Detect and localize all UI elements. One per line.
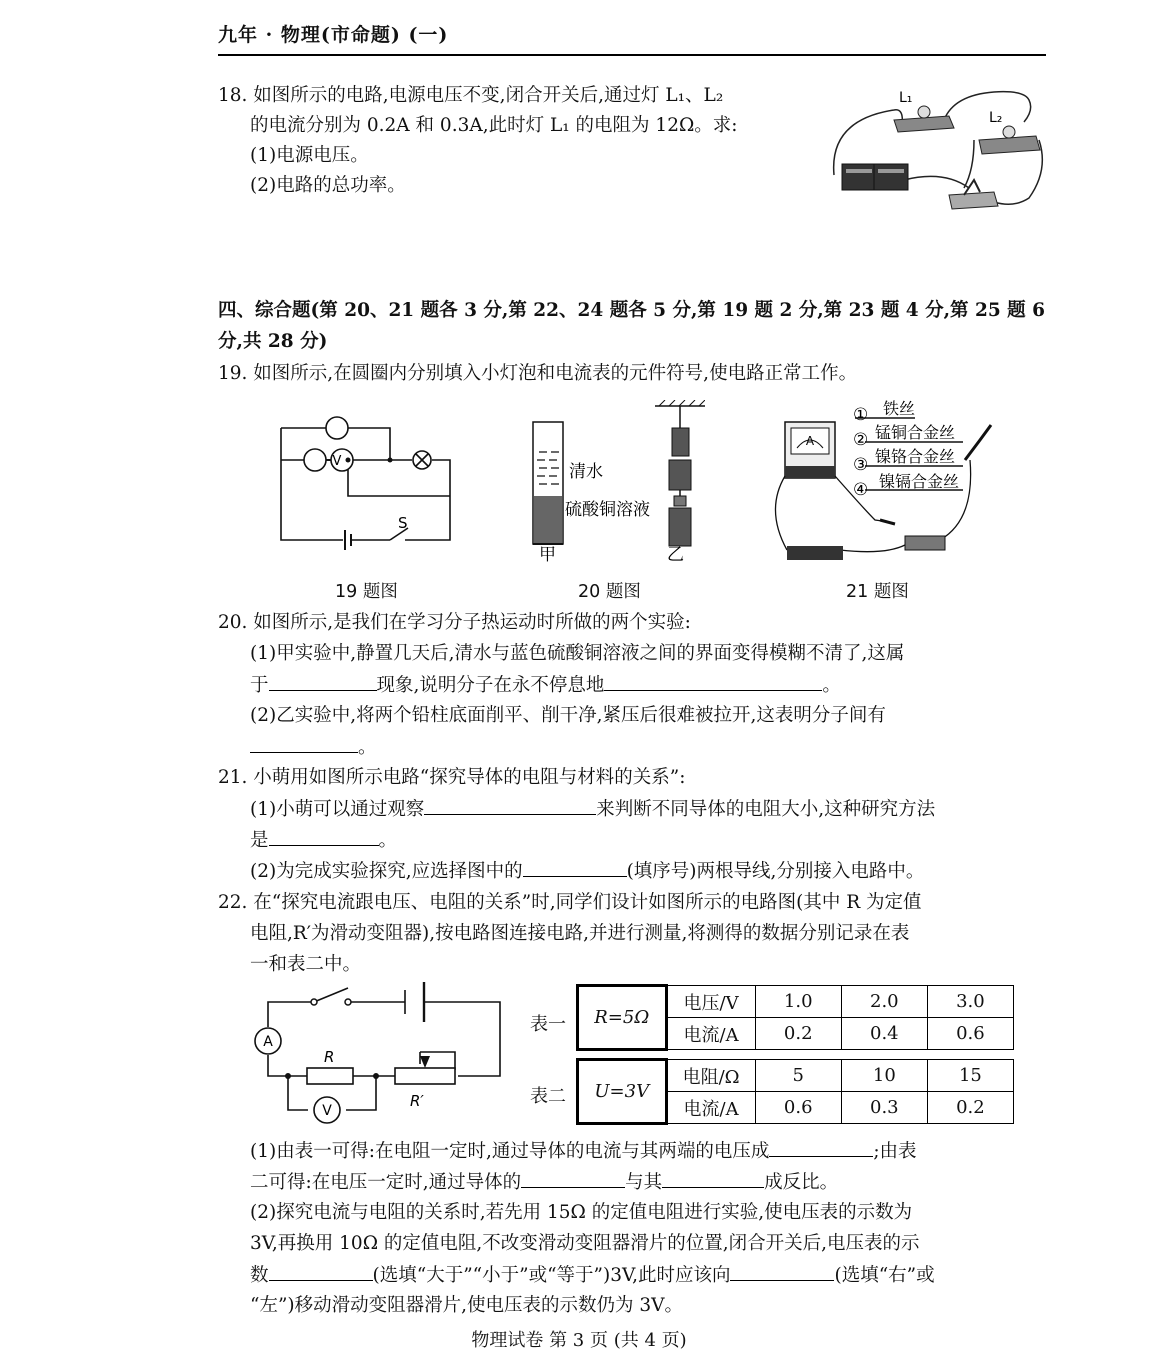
answer-blank[interactable] xyxy=(269,672,377,691)
q22-p2-a: 二可得:在电压一定时,通过导体的 xyxy=(250,1172,522,1193)
fig21-wire-3-name: 镍铬合金丝 xyxy=(875,447,956,466)
table-cell: 0.6 xyxy=(755,1092,841,1124)
table1-condition: R=5Ω xyxy=(578,986,667,1050)
q22-line-1: 22. 在“探究电流跟电压、电阻的关系”时,同学们设计如图所示的电路图(其中 R 为定值 xyxy=(218,892,922,913)
fig21-wire-4-num: ④ xyxy=(853,480,869,500)
q22-part1-line-2 xyxy=(250,1169,838,1196)
fig20-solution-label: 硫酸铜溶液 xyxy=(565,500,650,520)
q21-experiment-figure xyxy=(765,400,1000,568)
section4-line-1: 四、综合题(第 20、21 题各 3 分,第 22、24 题各 5 分,第 19 题 2 分,第 23 题 4 分,第 25 题 6 xyxy=(218,300,1045,321)
table-cell: 电压/V xyxy=(666,986,755,1018)
table-row xyxy=(578,986,1014,1018)
q21-line-3-b: 。 xyxy=(378,830,398,851)
fig18-l1-label: L₁ xyxy=(899,90,913,106)
table-cell: 1.0 xyxy=(755,986,841,1018)
fig22-resistor-label: R xyxy=(324,1048,335,1066)
fig21-caption: 21 题图 xyxy=(846,582,909,602)
q22-p5-a: 数 xyxy=(250,1265,269,1286)
q21-line-4-a: (2)为完成实验探究,应选择图中的 xyxy=(250,861,523,882)
table-cell: 0.3 xyxy=(841,1092,927,1124)
answer-blank[interactable] xyxy=(250,734,358,753)
q19-circuit-figure xyxy=(270,408,460,553)
table-row xyxy=(578,1060,1014,1092)
fig21-wire-3-num: ③ xyxy=(853,455,869,475)
table2-label: 表二 xyxy=(530,1086,566,1107)
answer-blank[interactable] xyxy=(269,827,379,846)
fig20-yi-label: 乙 xyxy=(667,545,684,562)
fig21-wire-1-num: ① xyxy=(853,405,869,425)
fig20-water-label: 清水 xyxy=(569,462,603,482)
table1-label: 表一 xyxy=(530,1014,566,1035)
q20-line-5-end: 。 xyxy=(358,737,377,758)
answer-blank[interactable] xyxy=(604,672,822,691)
answer-blank[interactable] xyxy=(662,1169,764,1188)
fig19-voltmeter-label: V xyxy=(332,454,342,469)
table-cell: 电流/A xyxy=(666,1018,755,1050)
answer-blank[interactable] xyxy=(521,1169,625,1188)
q18-line-1: 18. 如图所示的电路,电源电压不变,闭合开关后,通过灯 L₁、L₂ xyxy=(218,85,724,106)
table-cell: 0.4 xyxy=(841,1018,927,1050)
answer-blank[interactable] xyxy=(424,796,596,815)
table2-condition: U=3V xyxy=(578,1060,667,1124)
q22-p1-b: ;由表 xyxy=(873,1141,917,1162)
q20-line-4: (2)乙实验中,将两个铅柱底面削平、削干净,紧压后很难被拉开,这表明分子间有 xyxy=(250,705,886,726)
q19-line-1: 19. 如图所示,在圆圈内分别填入小灯泡和电流表的元件符号,使电路正常工作。 xyxy=(218,363,858,384)
q22-part2-line-3 xyxy=(250,1262,935,1289)
header-rule xyxy=(218,54,1046,56)
q21-line-3-a: 是 xyxy=(250,830,269,851)
q20-line-2: (1)甲实验中,静置几天后,清水与蓝色硫酸铜溶液之间的界面变得模糊不清了,这属 xyxy=(250,643,905,664)
table-cell: 3.0 xyxy=(927,986,1013,1018)
q20-line-3 xyxy=(250,672,841,699)
fig20-caption: 20 题图 xyxy=(578,582,641,602)
page-header: 九年 · 物理(市命题) (一) xyxy=(218,24,449,46)
q20-line-3-a: 于 xyxy=(250,675,269,696)
q20-line-5 xyxy=(250,734,377,761)
q22-p5-b: (选填“大于”“小于”或“等于”)3V,此时应该向 xyxy=(372,1265,731,1286)
q22-part2-line-2: 3V,再换用 10Ω 的定值电阻,不改变滑动变阻器滑片的位置,闭合开关后,电压表的示 xyxy=(250,1233,920,1254)
q22-part2-line-1: (2)探究电流与电阻的关系时,若先用 15Ω 的定值电阻进行实验,使电压表的示数为 xyxy=(250,1202,913,1223)
fig21-wire-2-name: 锰铜合金丝 xyxy=(875,423,956,442)
table1 xyxy=(576,984,1014,1051)
q21-line-2 xyxy=(250,796,935,823)
q22-p5-c: (选填“右”或 xyxy=(834,1265,935,1286)
table-cell: 0.2 xyxy=(755,1018,841,1050)
table2 xyxy=(576,1058,1014,1125)
answer-blank[interactable] xyxy=(730,1262,834,1281)
q22-line-3: 一和表二中。 xyxy=(250,954,362,975)
q22-part2-line-4: “左”)移动滑动变阻器滑片,使电压表的示数仍为 3V。 xyxy=(250,1295,684,1316)
fig21-wire-4-name: 镍镉合金丝 xyxy=(879,472,960,491)
table-cell: 0.2 xyxy=(927,1092,1013,1124)
q18-circuit-figure xyxy=(824,80,1050,218)
table-cell: 2.0 xyxy=(841,986,927,1018)
answer-blank[interactable] xyxy=(769,1138,873,1157)
q21-line-4 xyxy=(250,858,924,885)
section4-line-2: 分,共 28 分) xyxy=(218,331,328,352)
q21-line-2-b: 来判断不同导体的电阻大小,这种研究方法 xyxy=(596,799,936,820)
answer-blank[interactable] xyxy=(269,1262,373,1281)
q20-experiment-figure xyxy=(525,400,705,562)
fig22-voltmeter-label: V xyxy=(322,1103,332,1119)
q22-p2-c: 成反比。 xyxy=(764,1172,839,1193)
fig22-ammeter-label: A xyxy=(263,1034,273,1050)
q21-line-3 xyxy=(250,827,397,854)
table-cell: 5 xyxy=(755,1060,841,1092)
q18-line-3: (1)电源电压。 xyxy=(250,145,369,166)
fig21-ammeter-label: A xyxy=(805,434,815,448)
table-cell: 10 xyxy=(841,1060,927,1092)
page-footer: 物理试卷 第 3 页 (共 4 页) xyxy=(471,1330,687,1351)
q21-line-4-b: (填序号)两根导线,分别接入电路中。 xyxy=(626,861,925,882)
q18-line-4: (2)电路的总功率。 xyxy=(250,175,406,196)
fig20-jia-label: 甲 xyxy=(539,545,556,562)
q21-line-1: 21. 小萌用如图所示电路“探究导体的电阻与材料的关系”: xyxy=(218,767,686,788)
table-cell: 电阻/Ω xyxy=(666,1060,755,1092)
q22-part1-line-1 xyxy=(250,1138,917,1165)
q22-p2-b: 与其 xyxy=(625,1172,663,1193)
fig19-caption: 19 题图 xyxy=(335,582,398,602)
fig22-rheostat-label: R′ xyxy=(410,1092,424,1110)
fig21-wire-1-name: 铁丝 xyxy=(883,400,916,418)
q21-line-2-a: (1)小萌可以通过观察 xyxy=(250,799,425,820)
table-cell: 15 xyxy=(927,1060,1013,1092)
table-cell: 电流/A xyxy=(666,1092,755,1124)
q20-line-1: 20. 如图所示,是我们在学习分子热运动时所做的两个实验: xyxy=(218,612,691,633)
table-cell: 0.6 xyxy=(927,1018,1013,1050)
fig19-switch-label: S xyxy=(398,514,408,532)
q20-line-3-b: 现象,说明分子在永不停息地 xyxy=(376,675,605,696)
q22-line-2: 电阻,R′为滑动变阻器),按电路图连接电路,并进行测量,将测得的数据分别记录在表 xyxy=(250,923,910,944)
q20-line-3-c: 。 xyxy=(822,675,841,696)
q22-p1-a: (1)由表一可得:在电阻一定时,通过导体的电流与其两端的电压成 xyxy=(250,1141,770,1162)
q18-line-2: 的电流分别为 0.2A 和 0.3A,此时灯 L₁ 的电阻为 12Ω。求: xyxy=(250,115,738,136)
fig18-l2-label: L₂ xyxy=(989,110,1003,126)
fig21-wire-2-num: ② xyxy=(853,430,869,450)
answer-blank[interactable] xyxy=(523,858,627,877)
q22-circuit-figure xyxy=(250,982,505,1130)
